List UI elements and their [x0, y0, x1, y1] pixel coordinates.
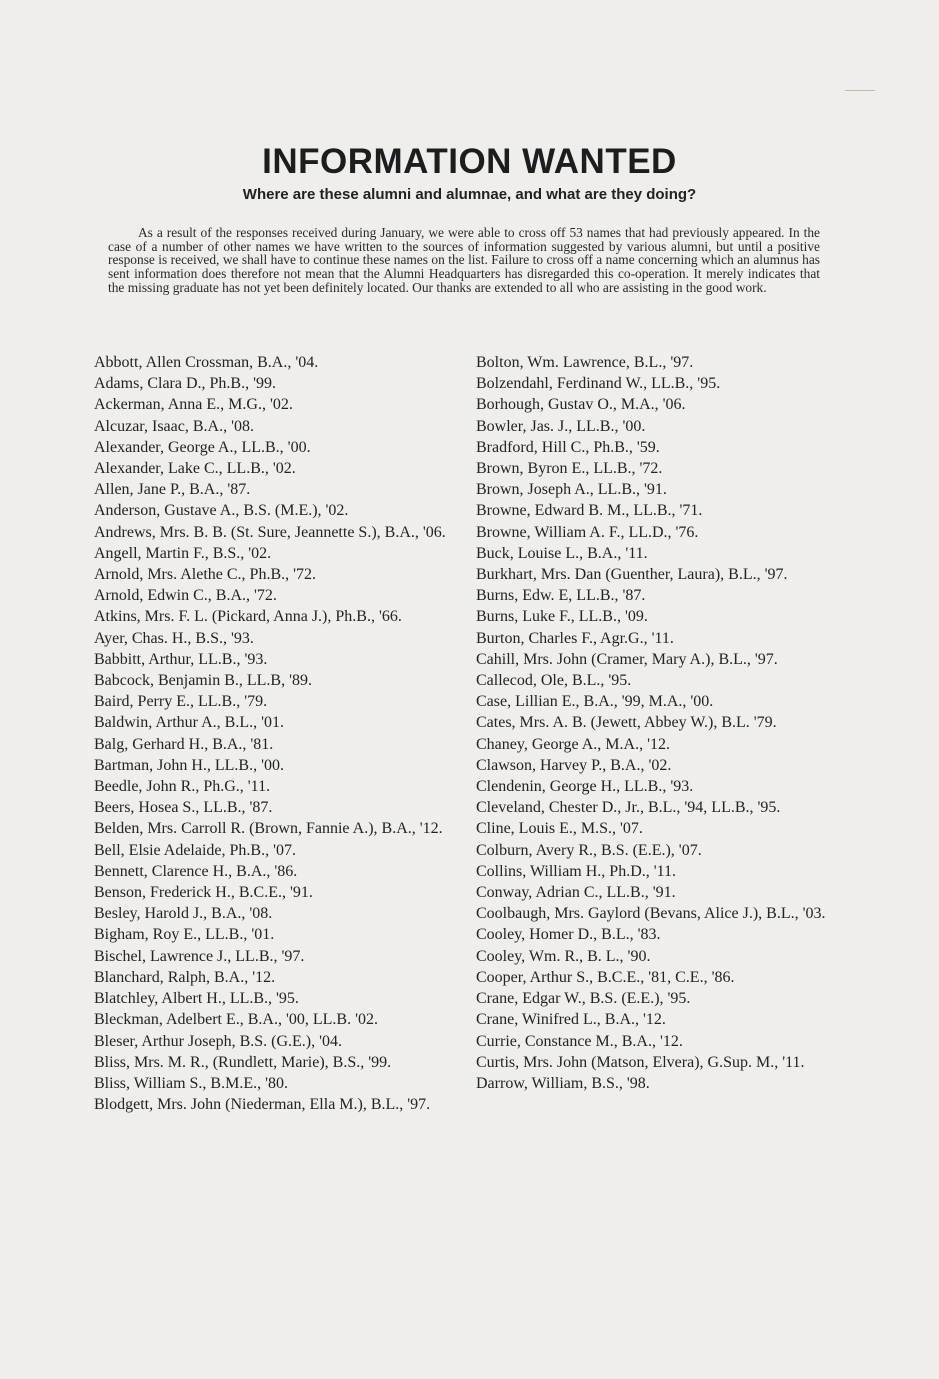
alumni-entry: Darrow, William, B.S., '98. — [476, 1074, 650, 1092]
alumni-entry: Adams, Clara D., Ph.B., '99. — [94, 375, 276, 393]
alumni-entry: Brown, Byron E., LL.B., '72. — [476, 460, 663, 478]
alumni-entry: Baird, Perry E., LL.B., '79. — [94, 693, 268, 711]
alumni-entry: Bleckman, Adelbert E., B.A., '00, LL.B. '02. — [94, 1011, 378, 1029]
alumni-entry: Anderson, Gustave A., B.S. (M.E.), '02. — [94, 502, 349, 520]
alumni-entry: Bolzendahl, Ferdinand W., LL.B., '95. — [476, 375, 721, 393]
alumni-entry: Chaney, George A., M.A., '12. — [476, 735, 670, 753]
alumni-entry: Babbitt, Arthur, LL.B., '93. — [94, 650, 268, 668]
alumni-entry: Alexander, Lake C., LL.B., '02. — [94, 460, 296, 478]
intro-paragraph: As a result of the responses received during January, we were able to cross off 53 names that had previously appeared. In the case of a number of other names we have written to the sources of information suggested by various alumni, but until a positive response is received, we shall have to continue these names on the list. Failure to cross off a name concerning which an alumnus has sent information does therefore not mean that the Alumni Headquarters has disregarded this co-operation. It merely indicates that the missing graduate has not yet been definitely located. Our thanks are extended to all who are assisting in the good work. — [108, 225, 820, 295]
alumni-entry: Benson, Frederick H., B.C.E., '91. — [94, 884, 313, 902]
alumni-entry: Cline, Louis E., M.S., '07. — [476, 820, 643, 838]
alumni-entry: Colburn, Avery R., B.S. (E.E.), '07. — [476, 841, 702, 859]
alumni-entry: Crane, Winifred L., B.A., '12. — [476, 1011, 666, 1029]
alumni-entry: Bolton, Wm. Lawrence, B.L., '97. — [476, 354, 694, 371]
page-subtitle: Where are these alumni and alumnae, and what are they doing? — [242, 186, 697, 203]
alumni-entry: Blanchard, Ralph, B.A., '12. — [94, 968, 276, 986]
alumni-entry: Belden, Mrs. Carroll R. (Brown, Fannie A.), B.A., '12. — [94, 820, 443, 838]
alumni-entry: Bleser, Arthur Joseph, B.S. (G.E.), '04. — [94, 1032, 342, 1050]
alumni-entry: Burns, Edw. E, LL.B., '87. — [476, 587, 646, 605]
alumni-entry: Cahill, Mrs. John (Cramer, Mary A.), B.L., '97. — [476, 650, 778, 668]
alumni-entry: Angell, Martin F., B.S., '02. — [94, 544, 272, 562]
names-column-right — [476, 352, 836, 1094]
alumni-entry: Cates, Mrs. A. B. (Jewett, Abbey W.), B.L. '79. — [476, 714, 777, 732]
alumni-entry: Burton, Charles F., Agr.G., '11. — [476, 629, 674, 647]
alumni-entry: Bennett, Clarence H., B.A., '86. — [94, 862, 298, 880]
alumni-entry: Buck, Louise L., B.A., '11. — [476, 544, 648, 562]
alumni-entry: Cooley, Wm. R., B. L., '90. — [476, 947, 651, 965]
alumni-entry: Atkins, Mrs. F. L. (Pickard, Anna J.), Ph.B., '66. — [94, 608, 402, 626]
alumni-entry: Arnold, Edwin C., B.A., '72. — [94, 587, 277, 605]
alumni-entry: Beedle, John R., Ph.G., '11. — [94, 778, 271, 796]
alumni-entry: Burns, Luke F., LL.B., '09. — [476, 608, 648, 626]
alumni-entry: Clawson, Harvey P., B.A., '02. — [476, 756, 672, 774]
alumni-entry: Andrews, Mrs. B. B. (St. Sure, Jeannette S.), B.A., '06. — [94, 523, 446, 541]
alumni-entry: Bell, Elsie Adelaide, Ph.B., '07. — [94, 841, 296, 859]
alumni-entry: Bowler, Jas. J., LL.B., '00. — [476, 417, 646, 435]
alumni-entry: Arnold, Mrs. Alethe C., Ph.B., '72. — [94, 566, 316, 584]
alumni-entry: Callecod, Ole, B.L., '95. — [476, 672, 632, 690]
alumni-entry: Cooper, Arthur S., B.C.E., '81, C.E., '86. — [476, 968, 735, 986]
alumni-entry: Borhough, Gustav O., M.A., '06. — [476, 396, 686, 414]
alumni-entry: Babcock, Benjamin B., LL.B, '89. — [94, 672, 312, 690]
alumni-entry: Crane, Edgar W., B.S. (E.E.), '95. — [476, 990, 691, 1008]
alumni-entry: Baldwin, Arthur A., B.L., '01. — [94, 714, 284, 732]
alumni-entry: Bliss, William S., B.M.E., '80. — [94, 1074, 288, 1092]
alumni-entry: Alcuzar, Isaac, B.A., '08. — [94, 417, 254, 435]
alumni-entry: Alexander, George A., LL.B., '00. — [94, 438, 311, 456]
alumni-entry: Conway, Adrian C., LL.B., '91. — [476, 884, 676, 902]
alumni-entry: Ayer, Chas. H., B.S., '93. — [94, 629, 254, 647]
alumni-entry: Bliss, Mrs. M. R., (Rundlett, Marie), B.S., '99. — [94, 1053, 392, 1071]
page-title: INFORMATION WANTED — [262, 142, 677, 181]
names-column-left — [94, 352, 448, 1115]
alumni-entry: Abbott, Allen Crossman, B.A., '04. — [94, 354, 319, 371]
alumni-entry: Curtis, Mrs. John (Matson, Elvera), G.Sup. M., '11. — [476, 1053, 805, 1071]
alumni-entry: Bradford, Hill C., Ph.B., '59. — [476, 438, 660, 456]
folio-rule — [845, 90, 875, 91]
alumni-entry: Case, Lillian E., B.A., '99, M.A., '00. — [476, 693, 714, 711]
alumni-entry: Clendenin, George H., LL.B., '93. — [476, 778, 694, 796]
alumni-entry: Bischel, Lawrence J., LL.B., '97. — [94, 947, 305, 965]
alumni-entry: Besley, Harold J., B.A., '08. — [94, 905, 273, 923]
alumni-entry: Bigham, Roy E., LL.B., '01. — [94, 926, 275, 944]
alumni-entry: Blatchley, Albert H., LL.B., '95. — [94, 990, 299, 1008]
alumni-entry: Ackerman, Anna E., M.G., '02. — [94, 396, 293, 414]
alumni-entry: Coolbaugh, Mrs. Gaylord (Bevans, Alice J.), B.L., '03. — [476, 905, 826, 923]
alumni-entry: Cleveland, Chester D., Jr., B.L., '94, LL.B., '95. — [476, 799, 781, 817]
alumni-entry: Blodgett, Mrs. John (Niederman, Ella M.), B.L., '97. — [94, 1096, 431, 1114]
alumni-entry: Allen, Jane P., B.A., '87. — [94, 481, 251, 499]
alumni-entry: Burkhart, Mrs. Dan (Guenther, Laura), B.L., '97. — [476, 566, 788, 584]
alumni-entry: Currie, Constance M., B.A., '12. — [476, 1032, 683, 1050]
alumni-entry: Beers, Hosea S., LL.B., '87. — [94, 799, 273, 817]
alumni-entry: Balg, Gerhard H., B.A., '81. — [94, 735, 274, 753]
alumni-entry: Browne, William A. F., LL.D., '76. — [476, 523, 699, 541]
alumni-entry: Bartman, John H., LL.B., '00. — [94, 756, 284, 774]
alumni-entry: Browne, Edward B. M., LL.B., '71. — [476, 502, 703, 520]
alumni-entry: Brown, Joseph A., LL.B., '91. — [476, 481, 667, 499]
alumni-entry: Cooley, Homer D., B.L., '83. — [476, 926, 661, 944]
alumni-entry: Collins, William H., Ph.D., '11. — [476, 862, 677, 880]
